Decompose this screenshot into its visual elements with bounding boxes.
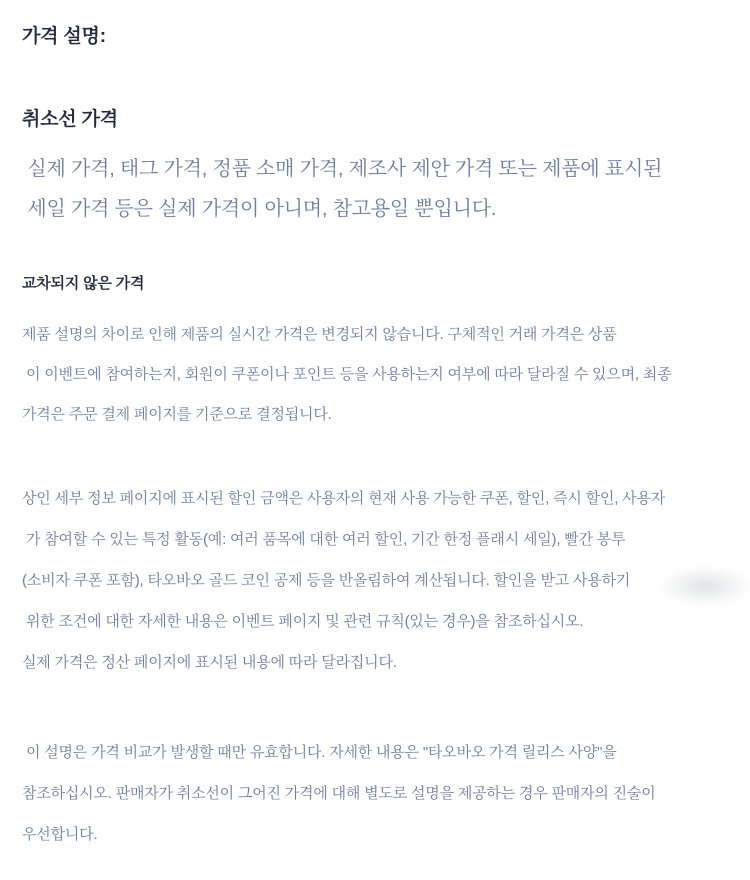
text-line: 실제 가격, 태그 가격, 정품 소매 가격, 제조사 제안 가격 또는 제품에 표시된: [22, 158, 663, 180]
text-line: (소비자 쿠폰 포함), 타오바오 골드 코인 공제 등을 반올림하여 계산됩니다. 할인을 받고 사용하기: [22, 572, 631, 589]
page-title: 가격 설명:: [22, 26, 106, 47]
paragraph-discount-calculation: [22, 478, 730, 683]
text-line: 우선합니다.: [22, 826, 98, 843]
text-line: 제품 설명의 차이로 인해 제품의 실시간 가격은 변경되지 않습니다. 구체적인 거래 가격은 상품: [22, 326, 617, 343]
text-line: 가격은 주문 결제 페이지를 기준으로 결정됩니다.: [22, 406, 332, 423]
text-line: 위한 조건에 대한 자세한 내용은 이벤트 페이지 및 관련 규칙(있는 경우)을 참조하십시오.: [22, 613, 584, 630]
text-line: 실제 가격은 정산 페이지에 표시된 내용에 따라 달라집니다.: [22, 654, 397, 671]
text-line: 상인 세부 정보 페이지에 표시된 할인 금액은 사용자의 현재 사용 가능한 쿠폰, 할인, 즉시 할인, 사용자: [22, 490, 666, 507]
section-heading-strikethrough-price: 취소선 가격: [22, 109, 118, 130]
paragraph-validity-note: [22, 732, 730, 855]
paragraph-strikethrough-price: [22, 149, 730, 229]
text-line: 이 이벤트에 참여하는지, 회원이 쿠폰이나 포인트 등을 사용하는지 여부에 따라 달라질 수 있으며, 최종: [22, 366, 672, 383]
section-heading-uncrossed-price: 교차되지 않은 가격: [22, 275, 145, 292]
text-line: 가 참여할 수 있는 특정 활동(예: 여러 품목에 대한 여러 할인, 기간 한정 플래시 세일), 빨간 봉투: [22, 531, 626, 548]
paragraph-uncrossed-price: [22, 315, 730, 435]
text-line: 세일 가격 등은 실제 가격이 아니며, 참고용일 뿐입니다.: [22, 198, 497, 220]
text-line: 이 설명은 가격 비교가 발생할 때만 유효합니다. 자세한 내용은 "타오바오 가격 릴리스 사양"을: [22, 744, 617, 761]
text-line: 참조하십시오. 판매자가 취소선이 그어진 가격에 대해 별도로 설명을 제공하는 경우 판매자의 진술이: [22, 785, 656, 802]
